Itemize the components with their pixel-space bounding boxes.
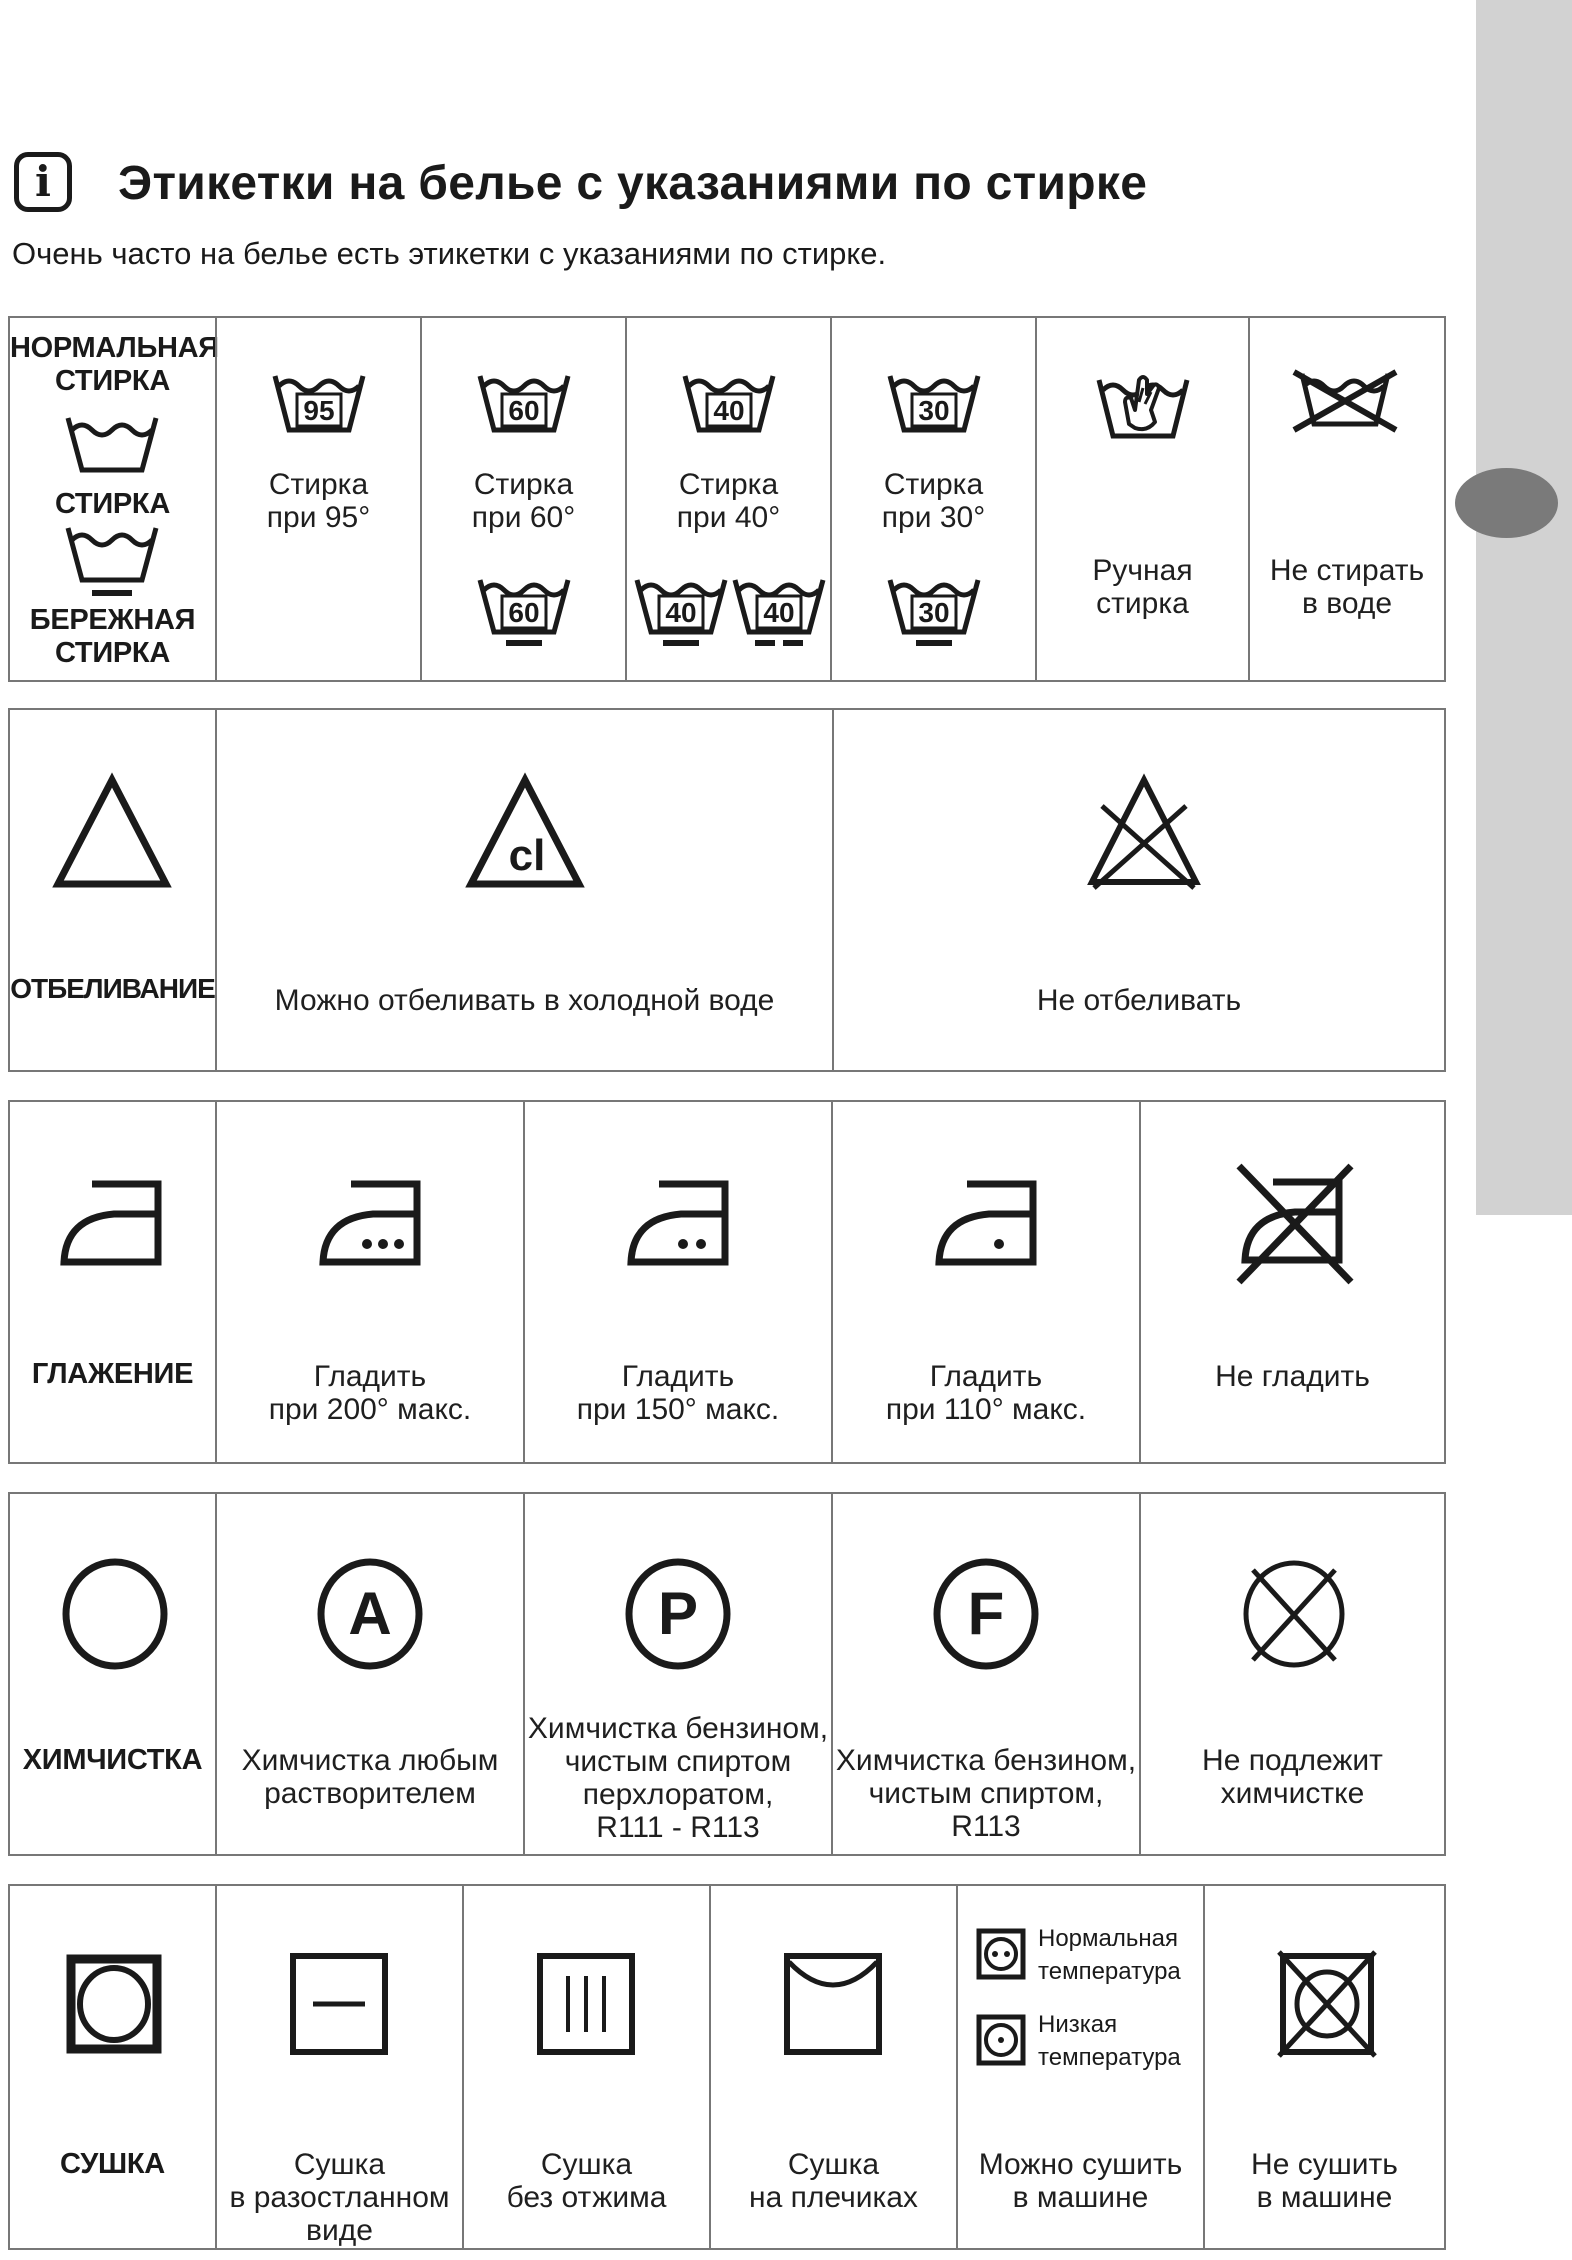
page-subtitle: Очень часто на белье есть этикетки с указаниями по стирке. <box>12 236 887 271</box>
drying-section <box>8 1884 1446 2250</box>
iron-110-label: Гладить при 110° макс. <box>885 1360 1087 1426</box>
wash-30-cell <box>830 318 1035 680</box>
dry-machine-cell <box>956 1886 1203 2248</box>
bleaching-label: ОТБЕЛИВАНИЕ <box>10 973 215 1004</box>
no-dry-machine-label: Не сушить в машине <box>1251 2148 1398 2214</box>
wash-95-label: Стирка при 95° <box>266 468 371 534</box>
page-title: Этикетки на белье с указаниями по стирке <box>118 157 1148 210</box>
wash-30-temp: 30 <box>918 395 950 426</box>
dryclean-a-cell <box>215 1494 523 1854</box>
no-iron-label: Не гладить <box>1215 1360 1370 1393</box>
dry-no-spin-cell <box>462 1886 709 2248</box>
iron-150-label: Гладить при 150° макс. <box>576 1360 780 1426</box>
dry-flat-cell <box>215 1886 462 2248</box>
washtub-60-gentle-icon <box>476 574 572 650</box>
no-iron-icon <box>1233 1162 1357 1286</box>
tumble-normal-icon <box>976 1928 1026 1980</box>
bleaching-section <box>8 708 1446 1072</box>
dry-hanger-label: Сушка на плечиках <box>749 2148 918 2214</box>
wash-40-gentle-temp: 40 <box>665 597 697 628</box>
washtub-30-gentle-icon <box>886 574 982 650</box>
no-dryclean-cell <box>1139 1494 1444 1854</box>
normal-temp-label: Нормальная температура <box>1038 1925 1181 1985</box>
triangle-icon <box>52 774 172 888</box>
washtub-gentle-icon <box>64 522 160 598</box>
hand-wash-icon <box>1095 358 1191 442</box>
drying-label: СУШКА <box>60 2148 165 2180</box>
no-bleach-cell <box>832 710 1444 1070</box>
wash-60-cell <box>420 318 625 680</box>
dry-machine-label: Можно сушить в машине <box>978 2148 1183 2214</box>
no-dryclean-label: Не подлежит химчистке <box>1202 1744 1383 1810</box>
line-dry-icon <box>783 1952 883 2056</box>
circle-a-letter: A <box>348 1580 392 1647</box>
circle-p-icon <box>623 1556 733 1672</box>
ironing-label: ГЛАЖЕНИЕ <box>31 1358 194 1390</box>
wash-60-gentle-temp: 60 <box>508 597 540 628</box>
ironing-section <box>8 1100 1446 1464</box>
no-iron-cell <box>1139 1102 1444 1462</box>
no-wash-cell <box>1248 318 1444 680</box>
bleach-cl-text: cl <box>508 831 546 880</box>
circle-icon <box>60 1556 170 1672</box>
bleaching-category-cell <box>10 710 215 1070</box>
dryclean-p-label: Химчистка бензином, чистым спиртом перхлоратом, R111 - R113 <box>527 1712 829 1844</box>
no-tumble-dry-icon <box>1275 1948 1379 2060</box>
no-wash-label: Не стирать в воде <box>1269 554 1425 620</box>
iron-150-cell <box>523 1102 831 1462</box>
washtub-40-gentle-icon <box>633 574 729 650</box>
wash-40-label: Стирка при 40° <box>676 468 781 534</box>
dryclean-f-label: Химчистка бензином, чистым спиртом, R113 <box>835 1744 1137 1843</box>
washtub-40-icon <box>681 370 777 434</box>
dry-hanger-cell <box>709 1886 956 2248</box>
no-dryclean-icon <box>1239 1556 1349 1672</box>
wash-60-label: Стирка при 60° <box>471 468 576 534</box>
wash-30-label: Стирка при 30° <box>881 468 986 534</box>
bleach-cl-icon <box>465 774 585 888</box>
wash-40-temp: 40 <box>713 395 745 426</box>
bleach-cold-label: Можно отбеливать в холодной воде <box>274 984 775 1017</box>
iron-two-dots-icon <box>625 1178 735 1268</box>
washing-category-cell <box>10 318 219 680</box>
wash-60-temp: 60 <box>508 395 540 426</box>
washing-section <box>8 316 1446 682</box>
wash-30-gentle-temp: 30 <box>918 597 950 628</box>
drying-category-cell <box>10 1886 215 2248</box>
washtub-60-icon <box>476 370 572 434</box>
dryclean-f-cell <box>831 1494 1139 1854</box>
no-wash-icon <box>1290 368 1400 434</box>
no-bleach-label: Не отбеливать <box>1036 984 1242 1017</box>
dryclean-a-label: Химчистка любым растворителем <box>241 1744 499 1810</box>
iron-one-dot-icon <box>933 1178 1043 1268</box>
no-dry-machine-cell <box>1203 1886 1444 2248</box>
wash-95-temp: 95 <box>303 395 335 426</box>
low-temp-label: Низкая температура <box>1038 2011 1181 2071</box>
no-bleach-icon <box>1084 772 1204 892</box>
washtub-30-icon <box>886 370 982 434</box>
washtub-95-icon <box>271 370 367 434</box>
washtub-40-delicate-icon <box>731 574 827 650</box>
wash-label: СТИРКА <box>55 488 170 520</box>
tumble-low-icon <box>976 2014 1026 2066</box>
iron-three-dots-icon <box>317 1178 427 1268</box>
washtub-normal-icon <box>64 412 160 474</box>
wash-40-delicate-temp: 40 <box>763 597 795 628</box>
side-tab <box>1476 0 1572 1215</box>
drip-dry-icon <box>536 1952 636 2056</box>
tumble-square-icon <box>66 1954 162 2054</box>
side-tab-marker <box>1455 468 1558 538</box>
iron-icon <box>58 1178 168 1268</box>
circle-f-icon <box>931 1556 1041 1672</box>
circle-f-letter: F <box>967 1580 1005 1647</box>
dry-flat-icon <box>289 1952 389 2056</box>
hand-wash-label: Ручная стирка <box>1092 554 1193 620</box>
info-icon: i <box>14 152 72 212</box>
circle-a-icon <box>315 1556 425 1672</box>
drycleaning-section <box>8 1492 1446 1856</box>
ironing-category-cell <box>10 1102 215 1462</box>
iron-200-cell <box>215 1102 523 1462</box>
iron-110-cell <box>831 1102 1139 1462</box>
dryclean-p-cell <box>523 1494 831 1854</box>
gentle-wash-label: БЕРЕЖНАЯ СТИРКА <box>29 604 196 669</box>
dry-no-spin-label: Сушка без отжима <box>506 2148 667 2214</box>
drycleaning-label: ХИМЧИСТКА <box>22 1744 203 1776</box>
circle-p-letter: P <box>657 1580 699 1647</box>
dry-flat-label: Сушка в разостланном виде <box>229 2148 450 2247</box>
wash-95-cell <box>215 318 420 680</box>
bleach-cold-cell <box>215 710 832 1070</box>
iron-200-label: Гладить при 200° макс. <box>268 1360 472 1426</box>
hand-wash-cell <box>1035 318 1248 680</box>
normal-wash-label: НОРМАЛЬНАЯ СТИРКА <box>10 332 219 397</box>
drycleaning-category-cell <box>10 1494 215 1854</box>
wash-40-cell <box>625 318 830 680</box>
